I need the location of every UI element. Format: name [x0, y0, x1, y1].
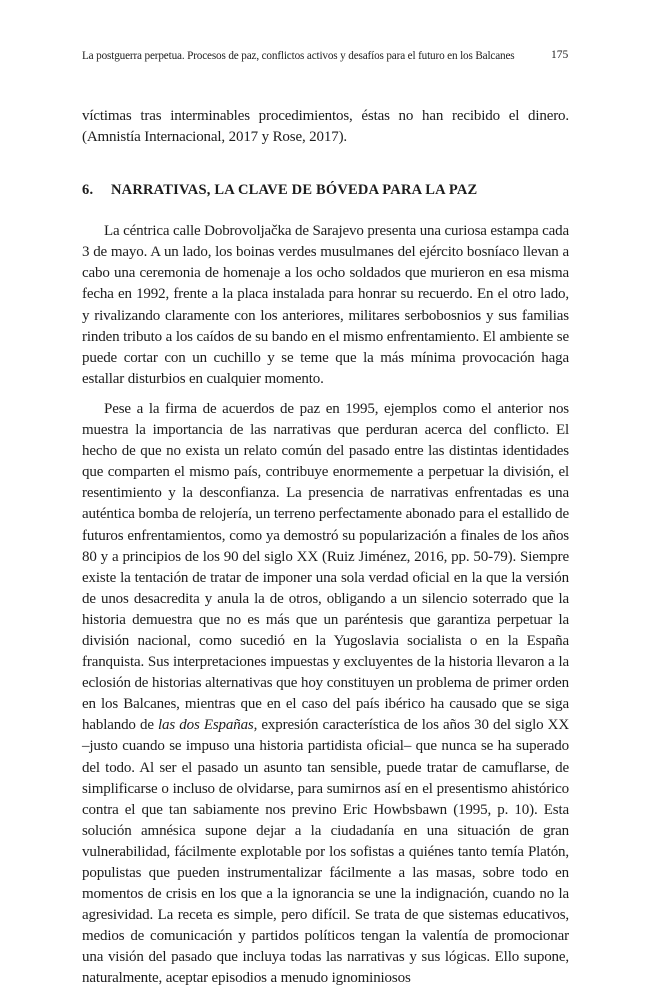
section-number: 6.	[82, 182, 94, 199]
paragraph-2	[82, 399, 569, 990]
paragraph-2-text-a: Pese a la firma de acuerdos de paz en 1995, ejemplos como el anterior nos muestra la importancia de las narrativas que perduran acerca del conflicto. El hecho de que no exista un relato común del pasado entre las distintas identidades que comparten el mismo país, contribuye enormemente a perpetuar la división, el resentimiento y la desconfianza. La presencia de narrativas enfrentadas es una auténtica bomba de relojería, un terreno perfectamente abonado para el estallido de futuros enfrentamientos, como ya demostró su popularización a finales de los años 80 y a principios de los 90 del siglo XX (Ruiz Jiménez, 2016, pp. 50-79). Siempre existe la tentación de tratar de imponer una sola verdad oficial en la que la versión de unos desacredita y anula la de otros, obligando a un silencio soterrado que la historia demuestra que no es más que un paréntesis que garantiza perpetuar la división nacional, como sucedió en la Yugoslavia socialista o en la España franquista. Sus interpretaciones impuestas y excluyentes de la historia llevaron a la eclosión de historias alternativas que hoy constituyen un problema de primer orden en los Balcanes, mientras que en el caso del país ibérico ha causado que se siga hablando de	[82, 400, 569, 734]
running-head: La postguerra perpetua. Procesos de paz, conflictos activos y desafíos para el futuro en los Balcanes	[82, 50, 515, 62]
paragraph-2-text-b: , expresión característica de los años 30 del siglo XX –justo cuando se impuso una historia partidista oficial– que nunca se ha superado del todo. Al ser el pasado un asunto tan sensible, puede tratar de camuflarse, de simplificarse o incluso de olvidarse, para sumirnos así en el presentismo ahistórico contra el que tan sabiamente nos previno Eric Howbsbawn (1995, p. 10). Esta solución amnésica supone dejar a la ciudadanía en una situación de gran vulnerabilidad, fácilmente explotable por los sofistas a quiénes tanto temía Platón, populistas que pueden instrumentalizar fácilmente a las masas, sobre todo en momentos de crisis en los que a la ignorancia se une la indignación, cuando no la agresividad. La receta es simple, pero difícil. Se trata de que sistemas educativos, medios de comunicación y partidos políticos tengan la valentía de promocionar una visión del pasado que incluya todas las narrativas y sus lógicas. Ello supone, naturalmente, aceptar episodios a menudo ignominiosos	[82, 717, 570, 987]
paragraph-1: La céntrica calle Dobrovoljačka de Sarajevo presenta una curiosa estampa cada 3 de mayo. A un lado, los boinas verdes musulmanes del ejército bosníaco llevan a cabo una ceremonia de homenaje a los ocho soldados que murieron en esa misma fecha en 1992, frente a la placa instalada para honrar su recuerdo. En el otro lado, y rivalizando claramente con los anteriores, militares serbobosnios y sus familias rinden tributo a los caídos de su bando en el mismo enfrentamiento. El ambiente se puede cortar con un cuchillo y se teme que la más mínima provocación haga estallar disturbios en cualquier momento.	[82, 223, 569, 387]
section-heading	[82, 182, 569, 199]
paragraph-2-italic: las dos Españas	[158, 717, 254, 734]
page-number: 175	[551, 49, 569, 61]
body-text	[82, 106, 569, 990]
section-title: NARRATIVAS, LA CLAVE DE BÓVEDA PARA LA PAZ	[111, 182, 478, 199]
continuation-paragraph: víctimas tras interminables procedimientos, éstas no han recibido el dinero. (Amnistía Internacional, 2017 y Rose, 2017).	[82, 108, 569, 146]
